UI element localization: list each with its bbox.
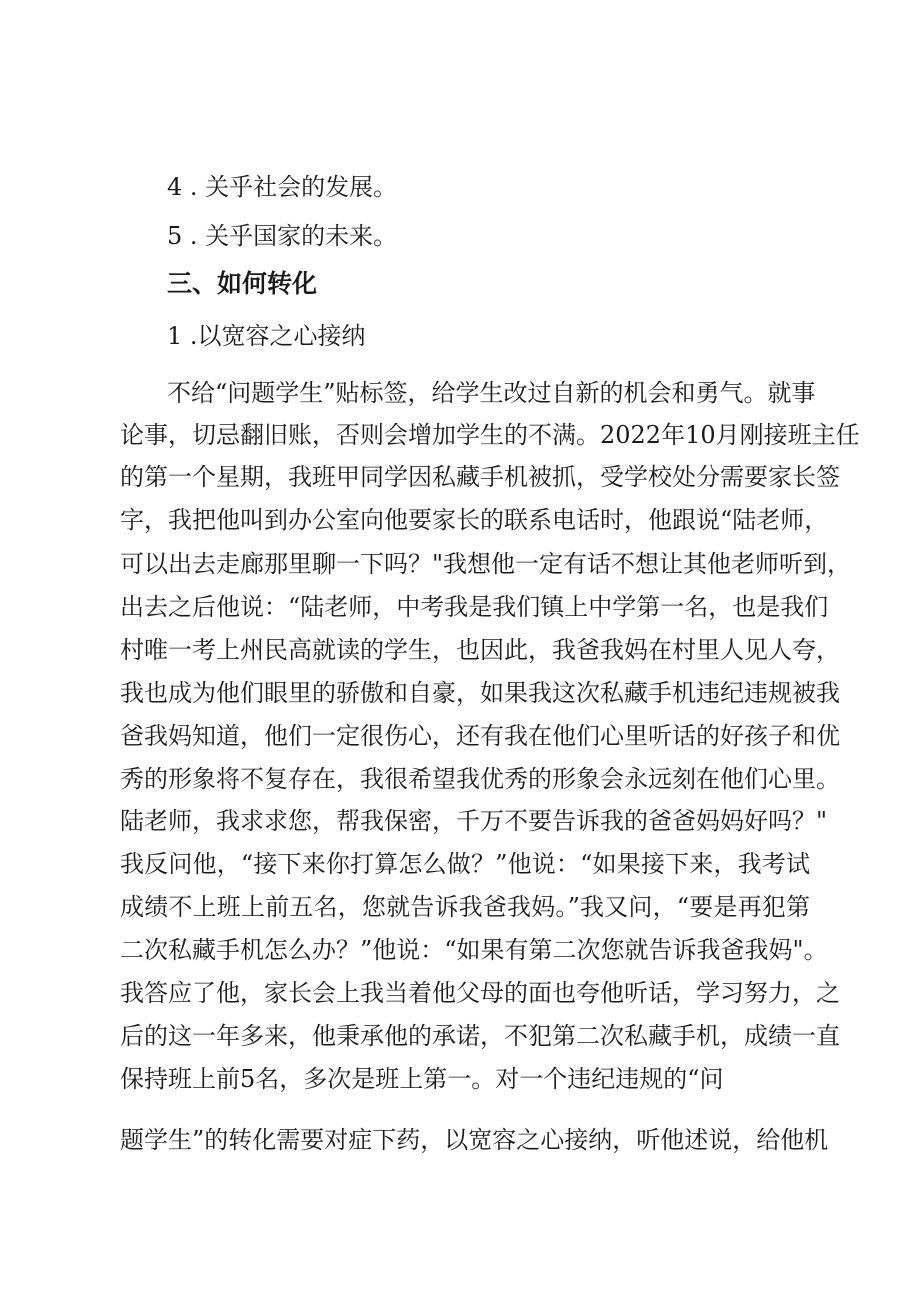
paragraph-line-1: 不给“问题学生”贴标签，给学生改过自新的机会和勇气。就事 <box>167 379 816 407</box>
paragraph-line-11: 陆老师，我求求您，帮我保密，千万不要告诉我的爸爸妈妈好吗？" <box>120 807 828 835</box>
subsection-heading: 1 .以宽容之心接纳 <box>167 322 366 350</box>
paragraph-line-15: 我答应了他，家长会上我当着他父母的面也夸他听话，学习努力，之 <box>120 979 840 1007</box>
paragraph-line-10: 秀的形象将不复存在，我很希望我优秀的形象会永远刻在他们心里。 <box>120 765 840 793</box>
paragraph-line-17: 保持班上前5名，多次是班上第一。对一个违纪违规的“问 <box>120 1065 724 1093</box>
paragraph-continuation-line: 题学生”的转化需要对症下药，以宽容之心接纳，听他述说，给他机 <box>120 1126 829 1154</box>
paragraph-line-6: 出去之后他说：“陆老师，中考我是我们镇上中学第一名，也是我们 <box>120 593 829 621</box>
paragraph-line-8: 我也成为他们眼里的骄傲和自豪，如果我这次私藏手机违纪违规被我 <box>120 679 840 707</box>
paragraph-line-4: 字，我把他叫到办公室向他要家长的联系电话时，他跟说“陆老师， <box>120 506 829 534</box>
paragraph-line-9: 爸我妈知道，他们一定很伤心，还有我在他们心里听话的好孩子和优 <box>120 722 840 750</box>
paragraph-line-12: 我反问他，“接下来你打算怎么做？”他说：“如果接下来，我考试 <box>120 850 810 878</box>
paragraph-line-13: 成绩不上班上前五名，您就告诉我爸我妈。”我又问，“要是再犯第 <box>120 893 810 921</box>
paragraph-line-14: 二次私藏手机怎么办？”他说：“如果有第二次您就告诉我爸我妈"。 <box>120 936 828 964</box>
paragraph-line-3: 的第一个星期，我班甲同学因私藏手机被抓，受学校处分需要家长签 <box>120 463 840 491</box>
paragraph-line-2: 论事，切忌翻旧账，否则会增加学生的不满。2022年10月刚接班主任 <box>120 421 860 449</box>
paragraph-line-7: 村唯一考上州民高就读的学生，也因此，我爸我妈在村里人见人夸， <box>120 636 840 664</box>
list-item-5: 5 . 关乎国家的未来。 <box>167 222 398 250</box>
paragraph-line-5: 可以出去走廊那里聊一下吗？"我想他一定有话不想让其他老师听到， <box>120 550 852 578</box>
section-heading: 三、如何转化 <box>167 269 318 298</box>
paragraph-line-16: 后的这一年多来，他秉承他的承诺，不犯第二次私藏手机，成绩一直 <box>120 1022 840 1050</box>
list-item-4: 4 . 关乎社会的发展。 <box>167 173 398 201</box>
